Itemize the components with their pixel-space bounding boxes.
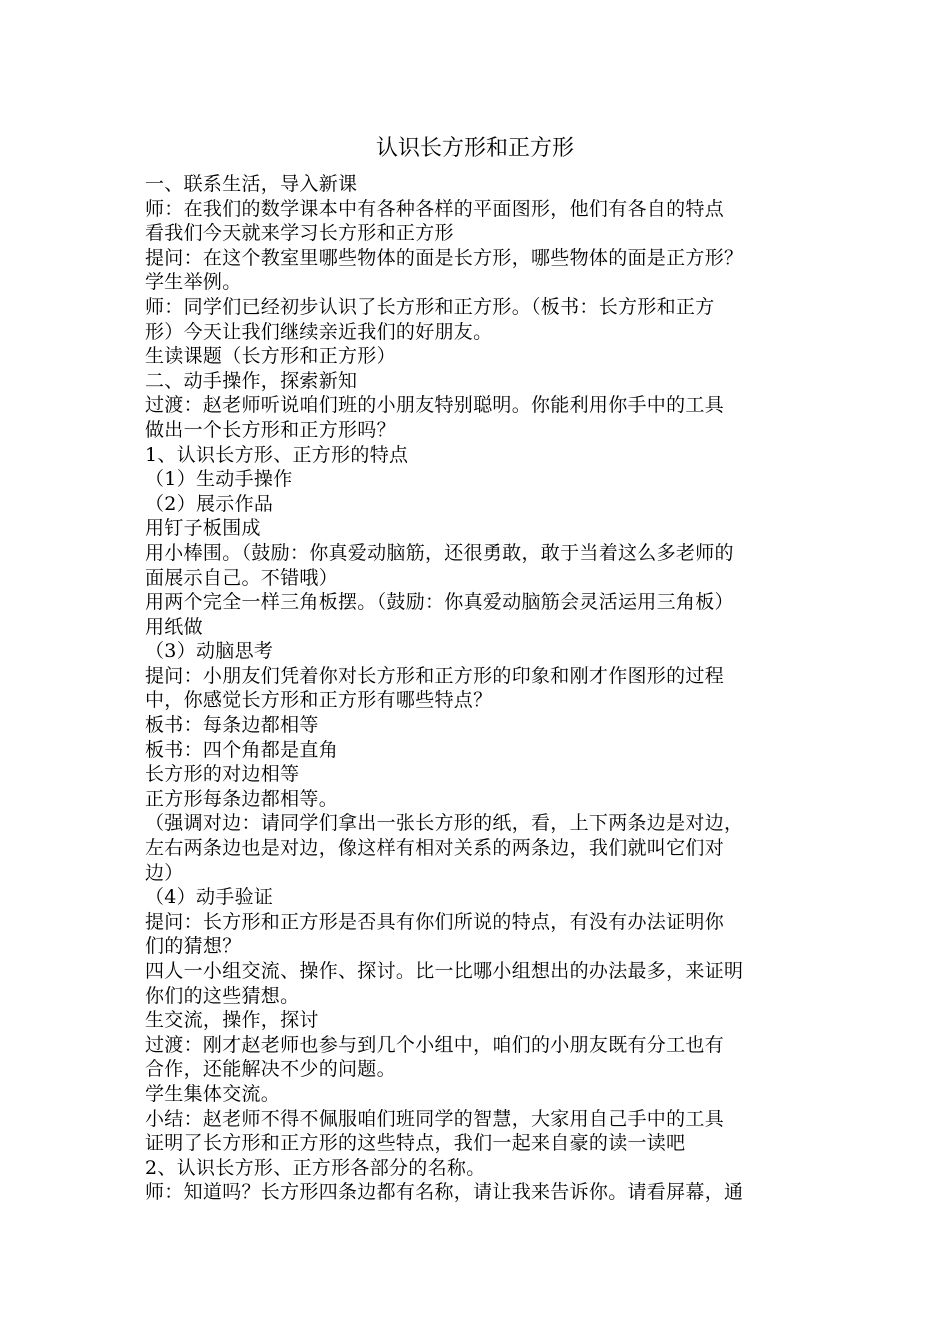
text-line: 一、联系生活，导入新课: [145, 173, 358, 195]
text-line: 1、认识长方形、正方形的特点: [145, 443, 409, 466]
text-line: 提问：小朋友们凭着你对长方形和正方形的印象和刚才作图形的过程: [145, 664, 725, 687]
text-line: 用两个完全一样三角板摆。（鼓励：你真爱动脑筋会灵活运用三角板）: [145, 591, 734, 614]
text-line: 正方形每条边都相等。: [145, 787, 339, 810]
text-line: 用钉子板围成: [145, 517, 261, 540]
text-line: 学生举例。: [145, 271, 242, 294]
text-line: 形）今天让我们继续亲近我们的好朋友。: [145, 320, 493, 343]
text-line: 提问：长方形和正方形是否具有你们所说的特点，有没有办法证明你: [145, 910, 725, 933]
document-title: 认识长方形和正方形: [375, 136, 574, 161]
text-line: 你们的这些猜想。: [145, 984, 300, 1007]
text-line: 合作，还能解决不少的问题。: [145, 1058, 396, 1081]
text-line: （1）生动手操作: [145, 468, 293, 491]
text-line: 师：同学们已经初步认识了长方形和正方形。（板书：长方形和正方: [145, 295, 715, 318]
text-line: 师：在我们的数学课本中有各种各样的平面图形，他们有各自的特点: [145, 197, 725, 220]
text-line: 们的猜想？: [145, 935, 242, 958]
text-line: 看我们今天就来学习长方形和正方形: [145, 222, 454, 245]
text-line: 边）: [145, 861, 184, 884]
text-line: 师：知道吗？长方形四条边都有名称，请让我来告诉你。请看屏幕，通: [145, 1181, 744, 1204]
text-line: 生交流，操作，探讨: [145, 1009, 319, 1032]
document-body: [145, 172, 815, 1205]
text-line: 板书：每条边都相等: [145, 714, 319, 737]
text-line: 板书：四个角都是直角: [145, 738, 339, 761]
text-line: 做出一个长方形和正方形吗？: [145, 418, 396, 441]
text-line: 生读课题（长方形和正方形）: [145, 345, 396, 368]
text-line: 过渡：赵老师听说咱们班的小朋友特别聪明。你能利用你手中的工具: [145, 394, 725, 417]
text-line: 二、动手操作，探索新知: [145, 369, 358, 392]
text-line: 学生集体交流。: [145, 1082, 281, 1105]
text-line: 2、认识长方形、正方形各部分的名称。: [145, 1156, 486, 1179]
text-line: 面展示自己。不错哦）: [145, 566, 339, 589]
text-line: （强调对边：请同学们拿出一张长方形的纸，看，上下两条边是对边，: [145, 812, 744, 835]
text-line: 四人一小组交流、操作、探讨。比一比哪小组想出的办法最多，来证明: [145, 960, 744, 982]
text-line: 用小棒围。（鼓励：你真爱动脑筋，还很勇敢，敢于当着这么多老师的: [145, 541, 734, 564]
text-line: （4）动手验证: [145, 886, 274, 909]
text-line: 长方形的对边相等: [145, 763, 300, 786]
text-line: 过渡：刚才赵老师也参与到几个小组中，咱们的小朋友既有分工也有: [145, 1033, 725, 1056]
text-line: 证明了长方形和正方形的这些特点，我们一起来自豪的读一读吧: [145, 1132, 686, 1155]
text-line: 小结：赵老师不得不佩服咱们班同学的智慧，大家用自己手中的工具: [145, 1107, 725, 1130]
text-line: 中，你感觉长方形和正方形有哪些特点？: [145, 689, 493, 712]
text-line: （3）动脑思考: [145, 640, 274, 663]
text-line: （2）展示作品: [145, 492, 274, 515]
text-line: 用纸做: [145, 615, 203, 638]
text-line: 左右两条边也是对边，像这样有相对关系的两条边，我们就叫它们对: [145, 837, 725, 860]
text-line: 提问：在这个教室里哪些物体的面是长方形，哪些物体的面是正方形？: [145, 246, 744, 269]
